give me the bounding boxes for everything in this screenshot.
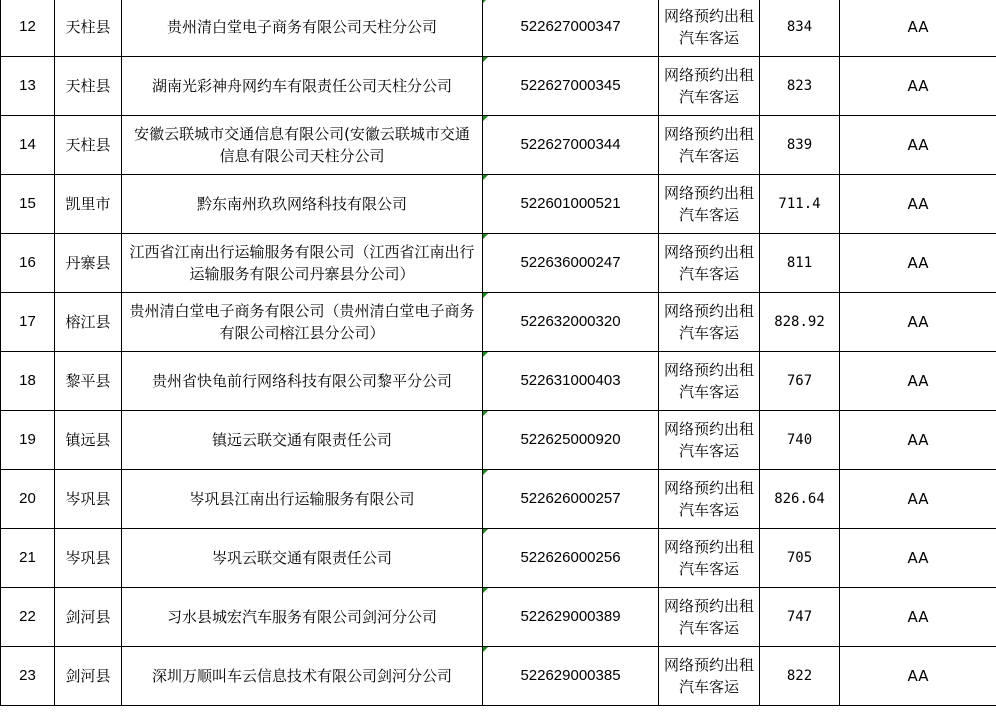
business-scope-cell: 网络预约出租汽车客运	[659, 293, 760, 352]
table-row	[1, 57, 996, 116]
company-name-cell: 镇远云联交通有限责任公司	[122, 411, 483, 470]
score-cell: 834	[760, 0, 840, 57]
county-cell: 凯里市	[55, 175, 122, 234]
license-code-cell: 522601000521	[483, 175, 659, 234]
business-scope-cell: 网络预约出租汽车客运	[659, 352, 760, 411]
license-code-cell: 522627000345	[483, 57, 659, 116]
license-code-cell: 522636000247	[483, 234, 659, 293]
row-number-cell: 13	[1, 57, 55, 116]
score-cell: 839	[760, 116, 840, 175]
table-row	[1, 647, 996, 706]
row-number-cell: 19	[1, 411, 55, 470]
business-scope-cell: 网络预约出租汽车客运	[659, 0, 760, 57]
credit-grade-cell: AA	[840, 234, 996, 293]
company-name-cell: 岑巩县江南出行运输服务有限公司	[122, 470, 483, 529]
row-number-cell: 14	[1, 116, 55, 175]
county-cell: 天柱县	[55, 0, 122, 57]
license-code-cell: 522632000320	[483, 293, 659, 352]
license-code-cell: 522631000403	[483, 352, 659, 411]
license-code-cell: 522629000389	[483, 588, 659, 647]
credit-grade-cell: AA	[840, 411, 996, 470]
score-cell: 747	[760, 588, 840, 647]
credit-grade-cell: AA	[840, 116, 996, 175]
credit-grade-cell: AA	[840, 588, 996, 647]
score-cell: 767	[760, 352, 840, 411]
license-code-cell: 522627000347	[483, 0, 659, 57]
county-cell: 天柱县	[55, 116, 122, 175]
table-row	[1, 234, 996, 293]
score-cell: 828.92	[760, 293, 840, 352]
company-name-cell: 深圳万顺叫车云信息技术有限公司剑河分公司	[122, 647, 483, 706]
business-scope-cell: 网络预约出租汽车客运	[659, 411, 760, 470]
company-name-cell: 贵州清白堂电子商务有限公司（贵州清白堂电子商务有限公司榕江县分公司）	[122, 293, 483, 352]
score-cell: 711.4	[760, 175, 840, 234]
county-cell: 天柱县	[55, 57, 122, 116]
county-cell: 剑河县	[55, 647, 122, 706]
county-cell: 剑河县	[55, 588, 122, 647]
score-cell: 740	[760, 411, 840, 470]
row-number-cell: 21	[1, 529, 55, 588]
business-scope-cell: 网络预约出租汽车客运	[659, 647, 760, 706]
business-scope-cell: 网络预约出租汽车客运	[659, 588, 760, 647]
license-code-cell: 522626000256	[483, 529, 659, 588]
table-row	[1, 293, 996, 352]
county-cell: 岑巩县	[55, 529, 122, 588]
company-name-cell: 岑巩云联交通有限责任公司	[122, 529, 483, 588]
score-cell: 822	[760, 647, 840, 706]
table-row	[1, 470, 996, 529]
county-cell: 黎平县	[55, 352, 122, 411]
company-name-cell: 黔东南州玖玖网络科技有限公司	[122, 175, 483, 234]
county-cell: 镇远县	[55, 411, 122, 470]
credit-grade-cell: AA	[840, 0, 996, 57]
table-row	[1, 175, 996, 234]
row-number-cell: 18	[1, 352, 55, 411]
credit-grade-cell: AA	[840, 293, 996, 352]
license-code-cell: 522629000385	[483, 647, 659, 706]
business-scope-cell: 网络预约出租汽车客运	[659, 116, 760, 175]
county-cell: 榕江县	[55, 293, 122, 352]
credit-grade-cell: AA	[840, 647, 996, 706]
credit-grade-cell: AA	[840, 529, 996, 588]
company-name-cell: 安徽云联城市交通信息有限公司(安徽云联城市交通信息有限公司天柱分公司	[122, 116, 483, 175]
credit-grade-cell: AA	[840, 470, 996, 529]
county-cell: 岑巩县	[55, 470, 122, 529]
score-cell: 823	[760, 57, 840, 116]
row-number-cell: 16	[1, 234, 55, 293]
table-row	[1, 588, 996, 647]
company-name-cell: 江西省江南出行运输服务有限公司（江西省江南出行运输服务有限公司丹寨县分公司）	[122, 234, 483, 293]
business-scope-cell: 网络预约出租汽车客运	[659, 57, 760, 116]
license-code-cell: 522626000257	[483, 470, 659, 529]
table-row	[1, 116, 996, 175]
business-scope-cell: 网络预约出租汽车客运	[659, 470, 760, 529]
row-number-cell: 12	[1, 0, 55, 57]
table-body	[1, 0, 996, 706]
credit-grade-cell: AA	[840, 57, 996, 116]
business-scope-cell: 网络预约出租汽车客运	[659, 175, 760, 234]
row-number-cell: 20	[1, 470, 55, 529]
business-scope-cell: 网络预约出租汽车客运	[659, 529, 760, 588]
row-number-cell: 22	[1, 588, 55, 647]
business-scope-cell: 网络预约出租汽车客运	[659, 234, 760, 293]
table-row	[1, 0, 996, 57]
county-cell: 丹寨县	[55, 234, 122, 293]
company-name-cell: 贵州省快龟前行网络科技有限公司黎平分公司	[122, 352, 483, 411]
row-number-cell: 15	[1, 175, 55, 234]
credit-grade-cell: AA	[840, 352, 996, 411]
table-row	[1, 352, 996, 411]
row-number-cell: 23	[1, 647, 55, 706]
table-row	[1, 529, 996, 588]
score-cell: 811	[760, 234, 840, 293]
score-cell: 826.64	[760, 470, 840, 529]
company-name-cell: 贵州清白堂电子商务有限公司天柱分公司	[122, 0, 483, 57]
score-cell: 705	[760, 529, 840, 588]
license-code-cell: 522625000920	[483, 411, 659, 470]
row-number-cell: 17	[1, 293, 55, 352]
company-name-cell: 湖南光彩神舟网约车有限责任公司天柱分公司	[122, 57, 483, 116]
license-code-cell: 522627000344	[483, 116, 659, 175]
credit-grade-cell: AA	[840, 175, 996, 234]
table-row	[1, 411, 996, 470]
company-name-cell: 习水县城宏汽车服务有限公司剑河分公司	[122, 588, 483, 647]
